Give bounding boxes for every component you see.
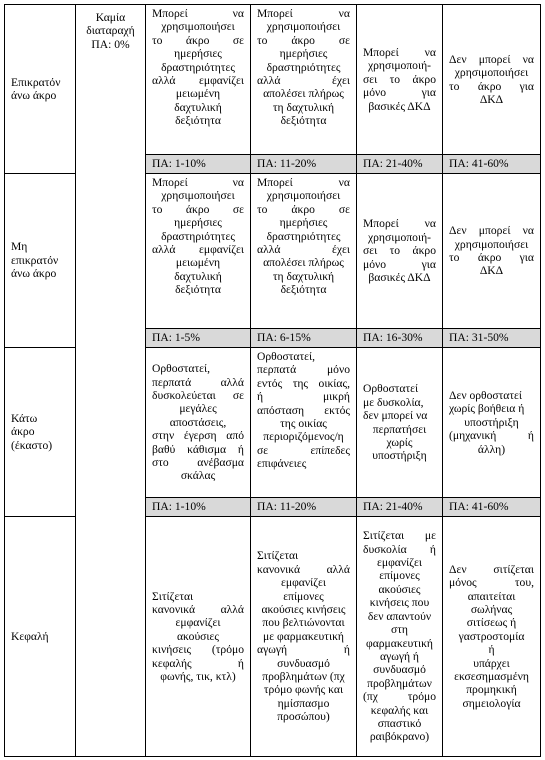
description-cell: Μπορεί να χρησιμοποιήσει το άκρο σε ημερήσιες δραστηριότητες αλλά εμφανίζει μειωμένη δαχτυλική δεξιότητα <box>146 5 251 155</box>
pa-value: ΠΑ: 1-5% <box>146 329 251 348</box>
row-dominant-upper-limb <box>5 5 541 155</box>
pa-value: ΠΑ: 31-50% <box>443 329 541 348</box>
description-cell: Σιτίζεται κανονικά αλλά εμφανίζει επίμονες ακούσιες κινήσεις που βελτιώνονται με φαρμακευτική αγωγή ή συνδυασμό προβλημάτων (πχ τρόμο φωνής και ημίσπασμο προσώπου) <box>251 517 357 757</box>
description-cell: Σιτίζεται με δυσκολία ή εμφανίζει επίμονες ακούσιες κινήσεις που δεν απαντούν στη φαρμακευτική αγωγή ή συνδυασμό προβλημάτων (πχ τρόμο κεφαλής και σπαστικό ραιβόκρανο) <box>357 517 443 757</box>
region-cell: Κάτω άκρο (έκαστο) <box>5 348 76 517</box>
no-disturbance-cell: Καμία διαταραχή ΠΑ: 0% <box>76 5 146 757</box>
description-cell: Ορθοστατεί, περπατά αλλά δυσκολεύεται σε μεγάλες αποστάσεις, στην έγερση από βαθύ κάθισμα ή στο ανέβασμα σκάλας <box>146 348 251 498</box>
disability-rating-table <box>4 4 541 757</box>
pa-value: ΠΑ: 6-15% <box>251 329 357 348</box>
pa-value: ΠΑ: 41-60% <box>443 498 541 517</box>
pa-value: ΠΑ: 21-40% <box>357 155 443 174</box>
pa-value: ΠΑ: 16-30% <box>357 329 443 348</box>
description-cell: Δεν ορθοστατεί χωρίς βοήθεια ή υποστήριξη (μηχανική ή άλλη) <box>443 348 541 498</box>
pa-value: ΠΑ: 11-20% <box>251 155 357 174</box>
pa-value: ΠΑ: 21-40% <box>357 498 443 517</box>
pa-value: ΠΑ: 1-10% <box>146 155 251 174</box>
pa-value: ΠΑ: 41-60% <box>443 155 541 174</box>
description-cell: Σιτίζεται κανονικά αλλά εμφανίζει ακούσιες κινήσεις (τρόμο κεφαλής ή φωνής, τικ, κτλ) <box>146 517 251 757</box>
region-cell: Επικρατόν άνω άκρο <box>5 5 76 174</box>
description-cell: Ορθοστατεί, περπατά μόνο εντός της οικίας, ή μικρή απόσταση εκτός της οικίας περιοριζόμενος/η σε επίπεδες επιφάνειες <box>251 348 357 498</box>
region-cell: Μη επικρατόν άνω άκρο <box>5 174 76 348</box>
description-cell: Δεν μπορεί να χρησιμοποιήσει το άκρο για ΔΚΔ <box>443 174 541 329</box>
description-cell: Ορθοστατεί με δυσκολία, δεν μπορεί να περπατήσει χωρίς υποστήριξη <box>357 348 443 498</box>
description-cell: Μπορεί να χρησιμοποιή- σει το άκρο μόνο για βασικές ΔΚΔ <box>357 174 443 329</box>
description-cell: Μπορεί να χρησιμοποιή- σει το άκρο μόνο για βασικές ΔΚΔ <box>357 5 443 155</box>
description-cell: Μπορεί να χρησιμοποιήσει το άκρο σε ημερήσιες δραστηριότητες αλλά έχει απολέσει πλήρως τη δαχτυλική δεξιότητα <box>251 174 357 329</box>
pa-value: ΠΑ: 11-20% <box>251 498 357 517</box>
description-cell: Δεν σιτίζεται μόνος του, απαιτείται σωλήνας σιτίσεως ή γαστροστομία ή υπάρχει εκσεσημασμένη προμηκική σημειολογία <box>443 517 541 757</box>
pa-value: ΠΑ: 1-10% <box>146 498 251 517</box>
description-cell: Μπορεί να χρησιμοποιήσει το άκρο σε ημερήσιες δραστηριότητες αλλά έχει απολέσει πλήρως τη δαχτυλική δεξιότητα <box>251 5 357 155</box>
description-cell: Δεν μπορεί να χρησιμοποιήσει το άκρο για ΔΚΔ <box>443 5 541 155</box>
region-cell: Κεφαλή <box>5 517 76 757</box>
description-cell: Μπορεί να χρησιμοποιήσει το άκρο σε ημερήσιες δραστηριότητες αλλά εμφανίζει μειωμένη δαχτυλική δεξιότητα <box>146 174 251 329</box>
